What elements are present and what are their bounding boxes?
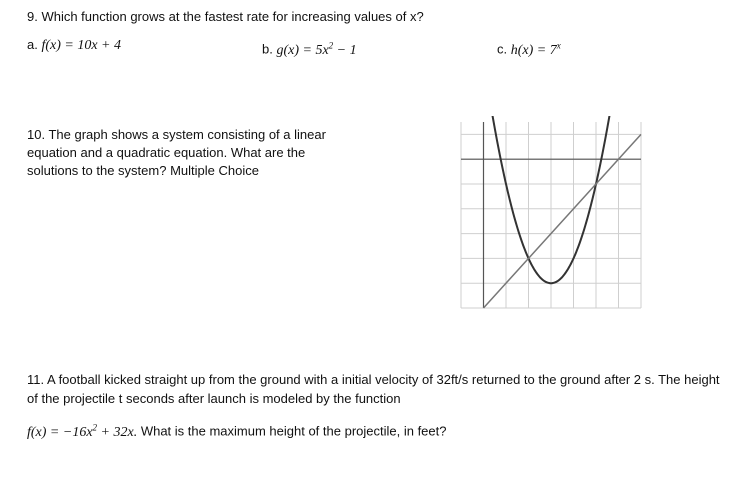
q11-sup: 2 bbox=[92, 422, 98, 432]
system-graph bbox=[456, 116, 646, 314]
q9-option-a-label: a. bbox=[27, 37, 38, 52]
q9-option-a-expr: f(x) = 10x + 4 bbox=[41, 38, 122, 53]
q11-question: 11. A football kicked straight up from the ground with a initial velocity of 32ft/s returned to the ground after 2 s. The height of the projectile t seconds after launch is modeled by the function bbox=[27, 372, 720, 406]
q9-b-sup: 2 bbox=[328, 40, 334, 50]
q11-main: f(x) = −16x bbox=[27, 424, 93, 440]
q9-option-b-expr bbox=[276, 40, 357, 58]
q9-option-c-label: c. bbox=[497, 41, 508, 57]
q9-option-b-label: b. bbox=[262, 41, 273, 57]
q9-b-tail: − 1 bbox=[333, 42, 357, 58]
q9-b-main: g(x) = 5x bbox=[276, 42, 329, 58]
q9-question: 9. Which function grows at the fastest rate for increasing values of x? bbox=[27, 9, 424, 24]
q9-c-main: h(x) = 7 bbox=[510, 42, 557, 58]
q10-question: 10. The graph shows a system consisting of a linear equation and a quadratic equation. What are the solutions to the system? Multiple Choice bbox=[27, 127, 326, 178]
q11-function-line bbox=[27, 418, 446, 442]
q9-c-sup: x bbox=[556, 40, 561, 50]
q9-option-b bbox=[262, 36, 357, 60]
q9-option-c-expr bbox=[510, 40, 561, 58]
q11-question-end: What is the maximum height of the projectile, in feet? bbox=[137, 423, 447, 439]
q9-option-c bbox=[497, 36, 561, 60]
q9-option-a bbox=[27, 36, 121, 55]
q11-function-expr bbox=[27, 422, 138, 440]
q11-tail: + 32x. bbox=[97, 424, 138, 440]
